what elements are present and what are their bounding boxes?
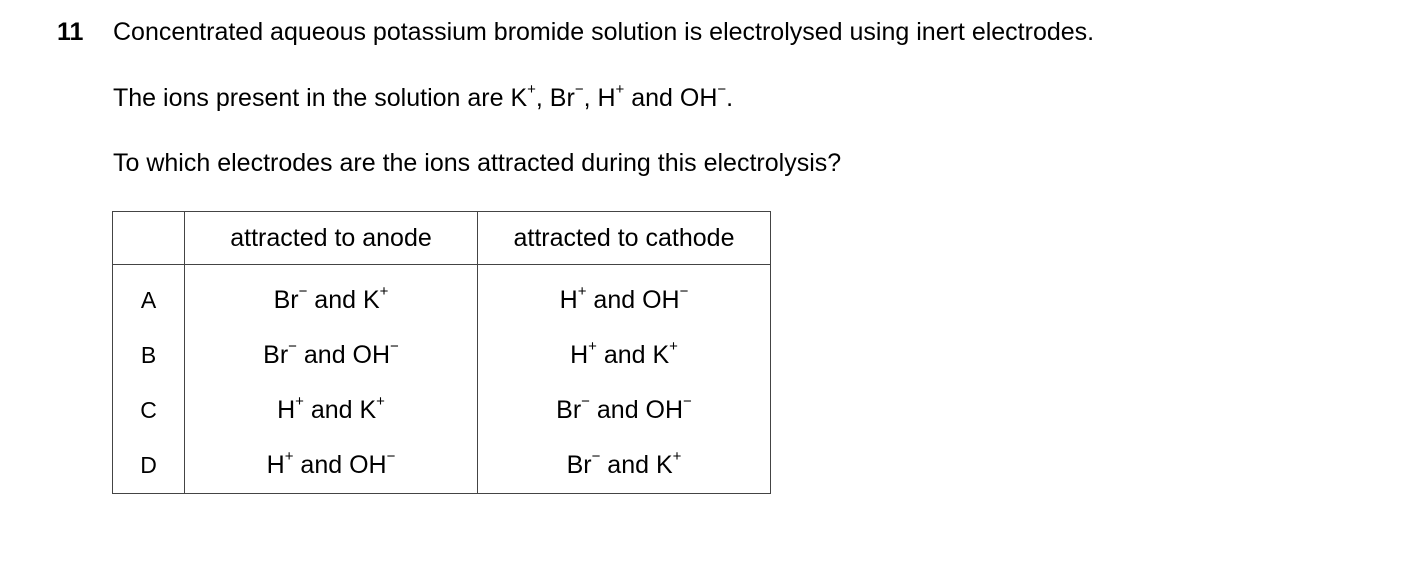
anode-cell: Br− and OH− — [185, 328, 478, 383]
anode-cell: Br− and K+ — [185, 265, 478, 329]
ions-sep-3: and OH — [624, 84, 718, 112]
question-number: 11 — [57, 18, 84, 46]
cathode-cell: Br− and K+ — [478, 438, 771, 494]
option-letter: B — [113, 328, 185, 383]
answer-options-table — [112, 211, 771, 494]
ions-present-line — [113, 82, 733, 114]
question-stem: Concentrated aqueous potassium bromide solution is electrolysed using inert electrodes. — [113, 18, 1095, 46]
anode-cell: H+ and OH− — [185, 438, 478, 494]
cathode-cell: H+ and K+ — [478, 328, 771, 383]
ions-prefix: The ions present in the solution are K — [113, 84, 528, 112]
table-header-row — [113, 212, 771, 265]
oh-charge: − — [717, 80, 727, 98]
header-cathode: attracted to cathode — [478, 212, 771, 265]
header-anode: attracted to anode — [185, 212, 478, 265]
cathode-cell: H+ and OH− — [478, 265, 771, 329]
h-charge: + — [615, 80, 625, 98]
k-charge: + — [527, 80, 536, 98]
option-row-a[interactable] — [113, 265, 771, 329]
ions-sep-1: , Br — [535, 84, 575, 112]
question-prompt: To which electrodes are the ions attracted during this electrolysis? — [113, 149, 842, 177]
option-letter: C — [113, 383, 185, 438]
option-letter: D — [113, 438, 185, 494]
option-row-d[interactable] — [113, 438, 771, 494]
ions-end: . — [726, 84, 734, 112]
br-charge: − — [574, 80, 584, 98]
ions-sep-2: , H — [583, 84, 616, 112]
header-blank — [113, 212, 185, 265]
option-letter: A — [113, 265, 185, 329]
option-row-c[interactable] — [113, 383, 771, 438]
cathode-cell: Br− and OH− — [478, 383, 771, 438]
anode-cell: H+ and K+ — [185, 383, 478, 438]
option-row-b[interactable] — [113, 328, 771, 383]
